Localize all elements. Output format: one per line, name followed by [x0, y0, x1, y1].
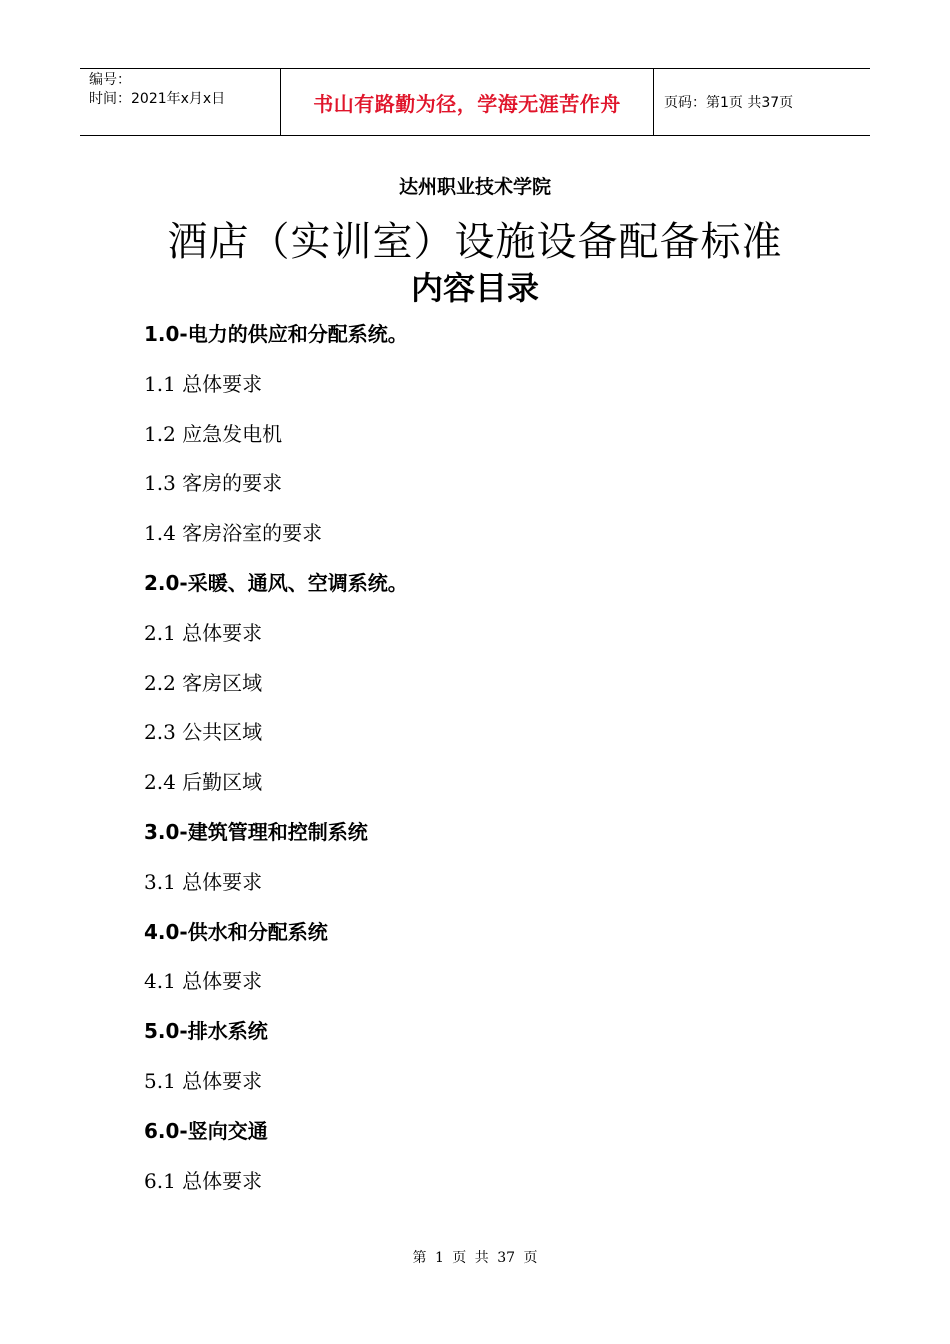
toc-title: 内容目录 [410, 269, 539, 307]
motto-text: 书山有路勤为径，学海无涯苦作舟 [313, 91, 621, 116]
toc-subsection-item: 2.2 客房区域 [144, 670, 263, 695]
toc-subsection-item: 1.1 总体要求 [144, 371, 263, 396]
toc-section-heading: 2.0-采暖、通风、空调系统。 [144, 570, 408, 595]
toc-subsection-item: 5.1 总体要求 [144, 1068, 263, 1093]
page-footer: 第 1 页 共 37 页 [412, 1250, 538, 1266]
institution-name: 达州职业技术学院 [398, 176, 551, 198]
toc-subsection-item: 2.3 公共区域 [144, 720, 263, 745]
toc-section-heading: 1.0-电力的供应和分配系统。 [144, 322, 408, 346]
page-header [80, 68, 870, 136]
document-title: 酒店（实训室）设施设备配备标准 [167, 219, 783, 265]
toc-subsection-item: 6.1 总体要求 [144, 1168, 263, 1193]
header-page-cell [654, 69, 870, 135]
toc-subsection-item: 4.1 总体要求 [144, 969, 263, 994]
toc-section-heading: 3.0-建筑管理和控制系统 [144, 819, 368, 844]
header-meta-cell [80, 69, 281, 135]
table-of-contents [144, 318, 844, 1214]
toc-section-heading: 4.0-供水和分配系统 [144, 919, 328, 944]
toc-subsection-item: 3.1 总体要求 [144, 869, 263, 894]
toc-subsection-item: 2.4 后勤区域 [144, 770, 263, 795]
toc-section-heading: 6.0-竖向交通 [144, 1118, 268, 1143]
toc-subsection-item: 1.2 应急发电机 [144, 421, 283, 446]
toc-subsection-item: 2.1 总体要求 [144, 620, 263, 645]
page-info: 页码：第1页 共37页 [664, 95, 794, 111]
toc-section-heading: 5.0-排水系统 [144, 1019, 268, 1044]
toc-subsection-item: 1.4 客房浴室的要求 [144, 521, 323, 546]
toc-subsection-item: 1.3 客房的要求 [144, 471, 283, 496]
time-label: 时间：2021年x月x日 [89, 91, 226, 107]
number-label: 编号： [89, 72, 131, 88]
header-motto-cell [281, 69, 654, 135]
